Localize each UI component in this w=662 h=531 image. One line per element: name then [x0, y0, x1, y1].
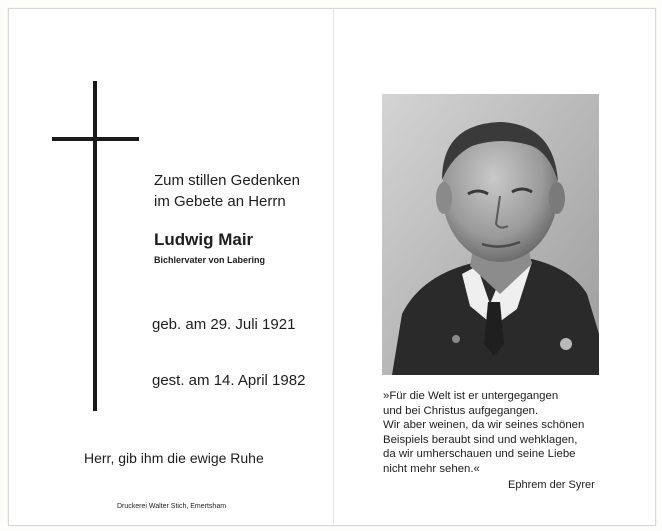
- quote-line: da wir umherschauen und seine Liebe: [383, 448, 576, 461]
- quote-line: Wir aber weinen, da wir seines schönen: [383, 419, 585, 432]
- quote-line: »Für die Welt ist er untergegangen: [383, 390, 559, 402]
- quote-line: nicht mehr sehen.«: [383, 462, 480, 475]
- quote-author: Ephrem der Syrer: [508, 479, 595, 491]
- card-fold-line: [333, 8, 334, 524]
- cross-icon-vertical: [93, 81, 97, 411]
- quote-line: und bei Christus aufgegangen.: [383, 404, 539, 417]
- deceased-subtitle: Bichlervater von Labering: [154, 255, 266, 265]
- death-date: gest. am 14. April 1982: [152, 372, 306, 389]
- prayer-text: Herr, gib ihm die ewige Ruhe: [84, 450, 264, 466]
- deceased-name: Ludwig Mair: [154, 230, 254, 249]
- portrait-illustration: [382, 94, 599, 375]
- intro-line-2: im Gebete an Herrn: [154, 193, 286, 210]
- intro-line-1: Zum stillen Gedenken: [154, 172, 300, 189]
- quote-line: Beispiels beraubt sind und wehklagen,: [383, 433, 578, 446]
- birth-date: geb. am 29. Juli 1921: [152, 316, 296, 333]
- portrait-photo: [382, 94, 599, 375]
- cross-icon-horizontal: [52, 137, 139, 141]
- memorial-quote: [383, 389, 623, 477]
- printer-credit: Druckerei Walter Stich, Emertsham: [117, 503, 227, 510]
